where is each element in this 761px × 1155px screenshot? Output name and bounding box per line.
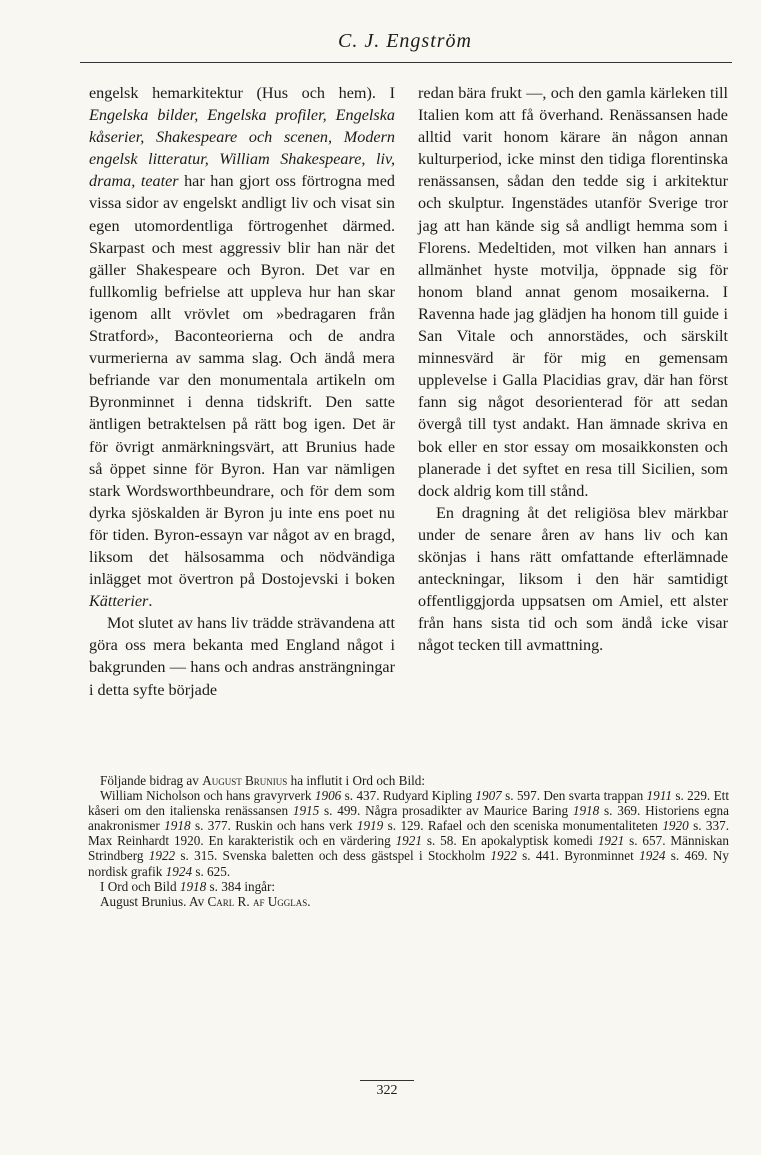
italic-text: 1919	[356, 818, 384, 834]
page-number: 322	[360, 1080, 414, 1099]
text-run: har han gjort oss förtrogna med vissa sidor av engelskt andligt liv och visat sin egen utomordentliga förtrogenhet därmed. Skarpast och mest aggressiv blir han när det gäller Shakespeare och Byron. Det var en fullkomlig befrielse att uppleva hur han skar igenom allt vrövlet om »bedragaren från Stratford», Baconteorierna och de andra vurmerierna av samma slag. Och ändå mera befriande var den monumentala artikeln om Byronminnet i denna tidskrift. Den satte äntligen betraktelsen på rätt bog igen. Det är för övrigt anmärkningsvärt, att Brunius hade så öppet sinne för Byron. Han var nämligen stark Wordsworthbeundrare, och för dem som dyrka sjöskalden är Byron ju inte ens poet nu för tiden. Byron-essayn var något av en bragd, liksom det hälsosamma och nödvändiga inlägget mot övertron på Dostojevski i boken	[89, 172, 395, 589]
text-run: redan bära frukt —, och den gamla kärleken till Italien kom att få överhand. Renässansen hade alltid varit honom kärare än någon annan kulturperiod, icke minst den tidiga florentinska renässansen, sådan den tedde sig i arkitektur och skulptur. Ingenstädes utanför Sverige tror jag att han kände sig så andligt hemma som i Florens. Medeltiden, mot vilken han annars i allmänhet hyste motvilja, öppnade sig för honom bland annat genom mosaikerna. I Ravenna hade jag glädjen ha honom till guide i San Vitale och annorstädes, och särskilt minnesvärd är för mig en gemensam upplevelse i Galla Placidias grav, där han först fann sig något desorienterad för att sedan övergå till tyst andakt. Han ämnade skriva en bok eller en stor essay om mosaikkonsten och planerade i det syftet en resa till Sicilien, som dock aldrig kom till stånd.	[418, 84, 728, 500]
text-run: s. 229. Ett kåseri om den italienska renässansen	[88, 788, 729, 819]
italic-text: Kätterier	[89, 592, 149, 611]
paragraph	[418, 502, 728, 657]
text-run: s. 58. En apokalyptisk komedi	[421, 833, 598, 849]
text-run: En dragning åt det religiösa blev märkbar under de senare åren av hans liv och kan skönjas i hans rätt omfattande efterlämnade anteckningar, liksom i den här samtidigt offentliggjorda uppsatsen om Amiel, ett alster från hans sista tid och som ändå icke visar något tecken till avmattning.	[418, 503, 728, 655]
text-run: August Brunius. Av	[100, 893, 208, 909]
right-column	[418, 82, 728, 656]
italic-text: 1918	[164, 818, 191, 834]
text-run: s. 469. Ny nordisk grafik	[88, 848, 730, 879]
text-run: s. 625.	[192, 863, 231, 879]
left-column	[89, 82, 395, 701]
text-run: engelsk hemarkitektur (Hus och hem). I	[89, 84, 395, 102]
italic-text: 1922	[148, 848, 176, 864]
italic-text: 1921	[395, 833, 422, 849]
text-run: s. 499. Några prosadikter av Maurice Baring	[319, 803, 573, 819]
text-run: s. 369. Historiens egna anakronismer	[88, 803, 729, 834]
text-run: Följande bidrag av	[100, 773, 203, 788]
paragraph	[88, 773, 729, 788]
small-caps-text: Carl R. af Ugglas	[207, 893, 308, 909]
text-run: s. 129. Rafael och den sceniska monumentaliteten	[383, 818, 663, 834]
paragraph	[418, 82, 728, 502]
paragraph	[88, 894, 729, 909]
footnotes	[88, 773, 729, 909]
text-run: s. 337. Max Reinhardt 1920. En karakteristik och en värdering	[88, 818, 729, 849]
italic-text: 1906	[314, 788, 342, 804]
header-rule	[80, 62, 732, 63]
italic-text: 1921	[597, 833, 625, 849]
italic-text: 1911	[646, 788, 672, 804]
text-run: s. 597. Den svarta trappan	[501, 788, 647, 804]
italic-text: 1924	[639, 848, 666, 864]
italic-text: 1918	[572, 803, 600, 819]
small-caps-text: August Brunius	[202, 773, 288, 788]
text-run: s. 384 ingår:	[206, 878, 276, 894]
text-run: I Ord och Bild	[100, 878, 180, 894]
italic-text: 1918	[179, 878, 207, 894]
italic-text: 1907	[475, 788, 502, 804]
text-run: .	[148, 592, 153, 611]
text-run: ha influtit i Ord och Bild:	[287, 773, 426, 788]
running-header: C. J. Engström	[338, 30, 472, 52]
italic-text: 1924	[165, 863, 193, 879]
text-run: s. 437. Rudyard Kipling	[341, 788, 476, 804]
italic-text: Engelska bilder, Engelska profiler, Engelska kåserier, Shakespeare och scenen, Modern engelsk litteratur, William Shakespeare, liv, drama, teater	[89, 106, 395, 191]
paragraph	[88, 788, 729, 879]
text-run: s. 657. Människan Strindberg	[88, 833, 729, 864]
text-run: s. 441. Byronminnet	[516, 848, 640, 864]
paragraph	[88, 879, 729, 894]
italic-text: 1915	[292, 803, 320, 819]
text-run: s. 377. Ruskin och hans verk	[190, 818, 357, 834]
text-run: Mot slutet av hans liv trädde strävandena att göra oss mera bekanta med England något i bakgrunden — hans och andras ansträngningar i detta syfte började	[89, 614, 395, 699]
italic-text: 1920	[662, 818, 689, 834]
text-run: William Nicholson och hans gravyrverk	[100, 788, 315, 804]
paragraph	[89, 612, 395, 700]
text-run: .	[307, 893, 311, 909]
italic-text: 1922	[490, 848, 517, 864]
paragraph	[89, 82, 395, 612]
text-run: s. 315. Svenska baletten och dess gästspel i Stockholm	[175, 848, 491, 864]
